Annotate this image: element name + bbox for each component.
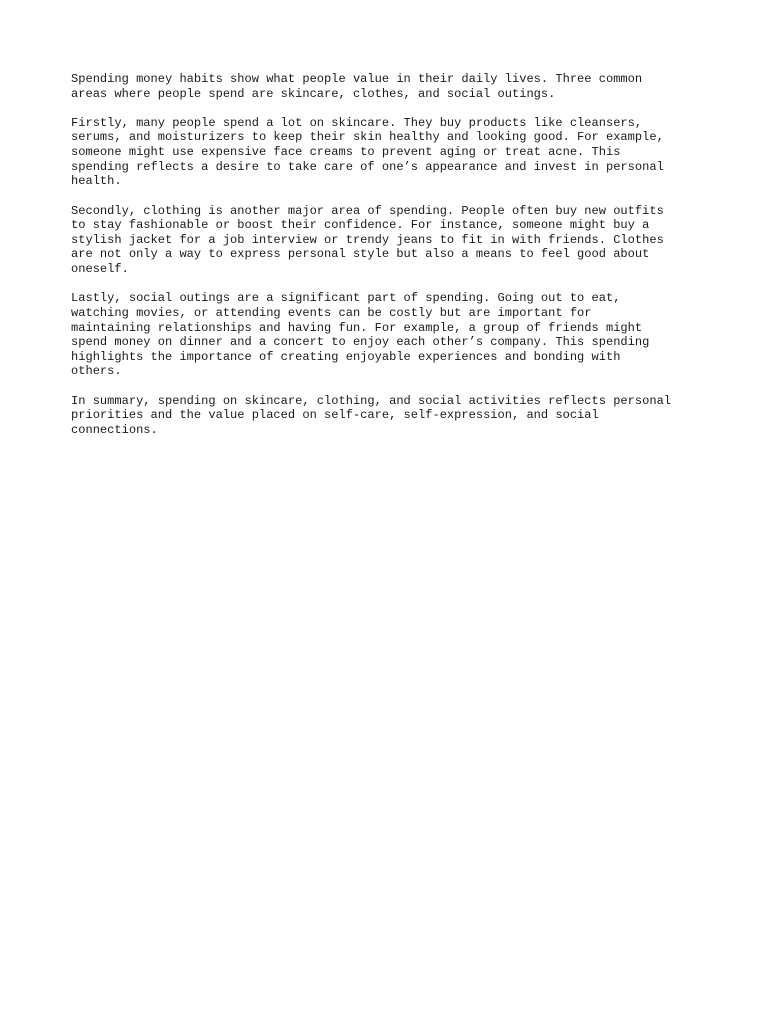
paragraph-social-outings: Lastly, social outings are a significant part of spending. Going out to eat, watching movies, or attending events can be costly but are important for maintaining relationships and having fun. For example, a group of friends might spend money on dinner and a concert to enjoy each other’s company. This spending highlights the importance of creating enjoyable experiences and bonding with others. — [71, 291, 650, 379]
paragraph-clothing: Secondly, clothing is another major area of spending. People often buy new outfits to stay fashionable or boost their confidence. For instance, someone might buy a stylish jacket for a job interview or trendy jeans to fit in with friends. Clothes are not only a way to express personal style but also a means to feel good about oneself. — [71, 203, 664, 277]
paragraph-skincare: Firstly, many people spend a lot on skincare. They buy products like cleansers, serums, and moisturizers to keep their skin healthy and looking good. For example, someone might use expensive face creams to prevent aging or treat acne. This spending reflects a desire to take care of one’s appearance and invest in personal health. — [71, 115, 664, 189]
paragraph-summary: In summary, spending on skincare, clothing, and social activities reflects personal priorities and the value placed on self-care, self-expression, and social connections. — [71, 393, 672, 437]
document-body — [71, 72, 731, 438]
paragraph-intro: Spending money habits show what people value in their daily lives. Three common areas where people spend are skincare, clothes, and social outings. — [71, 72, 643, 101]
